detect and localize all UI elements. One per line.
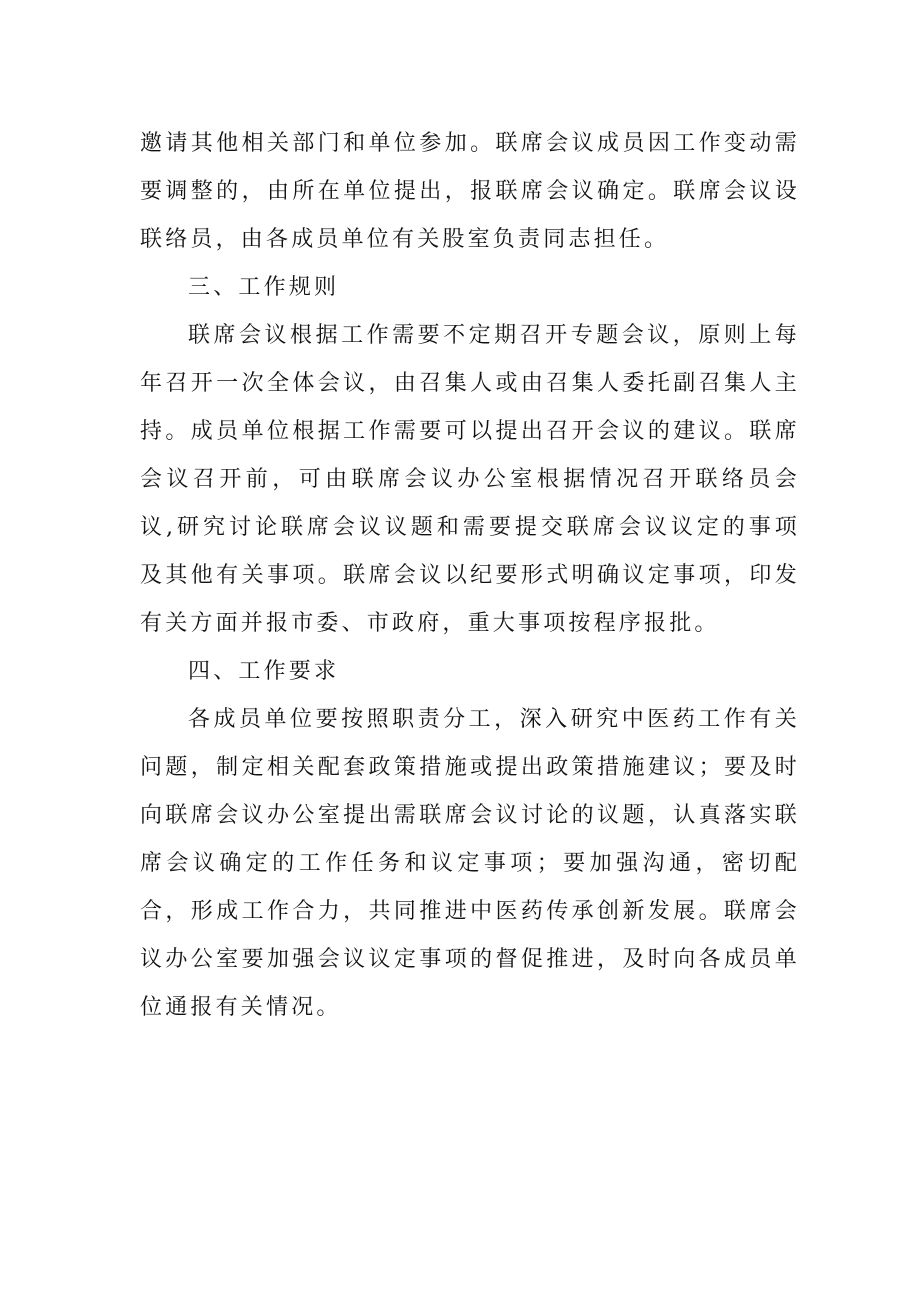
section-heading-work-requirements: 四、工作要求	[188, 659, 340, 684]
section-heading-work-rules: 三、工作规则	[188, 275, 340, 300]
paragraph-work-rules: 联席会议根据工作需要不定期召开专题会议，原则上每年召开一次全体会议，由召集人或由召集人委托副召集人主持。成员单位根据工作需要可以提出召开会议的建议。联席会议召开前，可由联席会议办公室根据情况召开联络员会议,研究讨论联席会议议题和需要提交联席会议议定的事项及其他有关事项。联席会议以纪要形式明确议定事项，印发有关方面并报市委、市政府，重大事项按程序报批。	[140, 323, 800, 636]
document-body	[140, 120, 800, 1032]
paragraph-work-requirements: 各成员单位要按照职责分工，深入研究中医药工作有关问题，制定相关配套政策措施或提出政策措施建议；要及时向联席会议办公室提出需联席会议讨论的议题，认真落实联席会议确定的工作任务和议定事项；要加强沟通，密切配合，形成工作合力，共同推进中医药传承创新发展。联席会议办公室要加强会议议定事项的督促推进，及时向各成员单位通报有关情况。	[140, 707, 800, 1020]
paragraph-continuation: 邀请其他相关部门和单位参加。联席会议成员因工作变动需要调整的，由所在单位提出，报联席会议确定。联席会议设联络员，由各成员单位有关股室负责同志担任。	[140, 131, 800, 252]
